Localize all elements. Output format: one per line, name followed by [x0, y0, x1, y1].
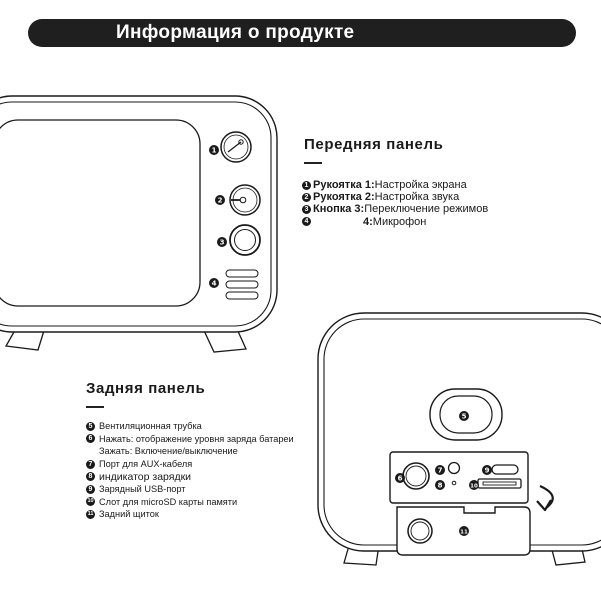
svg-text:9: 9: [484, 466, 490, 475]
item-label: 4:: [363, 215, 373, 228]
svg-text:10: 10: [470, 483, 478, 490]
number-badge: 11: [87, 510, 94, 517]
item-text: индикатор зарядки: [99, 470, 192, 483]
svg-text:8: 8: [437, 481, 443, 490]
number-badge: 4: [302, 217, 311, 226]
item-label: Рукоятка 2:: [313, 191, 375, 204]
svg-text:5: 5: [461, 412, 467, 421]
list-item: [86, 496, 294, 509]
list-item: [86, 483, 294, 496]
back-view-illustration: [318, 313, 601, 565]
front-panel-list: [302, 179, 488, 228]
item-text: Настройка экрана: [374, 179, 467, 191]
number-badge: 3: [302, 205, 311, 214]
item-label: Кнопка 3:: [313, 203, 365, 216]
item-text: Слот для microSD карты памяти: [99, 496, 238, 507]
list-item: [86, 458, 294, 471]
svg-text:3: 3: [219, 238, 225, 247]
item-text: Вентиляционная трубка: [99, 421, 202, 432]
number-badge: 5: [86, 422, 95, 431]
list-item: [86, 508, 294, 521]
back-panel-title: Задняя панель: [86, 380, 206, 397]
number-badge: 6: [86, 434, 95, 443]
item-text: Порт для AUX-кабеля: [99, 459, 193, 470]
item-label: Рукоятка 1:: [313, 179, 375, 191]
number-badge: 9: [86, 485, 95, 494]
number-badge: 2: [302, 193, 311, 202]
number-badge: 7: [86, 460, 95, 469]
list-item: [86, 470, 294, 483]
item-text: Задний щиток: [99, 509, 159, 520]
front-panel-title: Передняя панель: [304, 136, 444, 153]
svg-text:7: 7: [437, 466, 443, 475]
list-item: [302, 179, 488, 191]
back-panel-list: [86, 420, 294, 521]
svg-text:2: 2: [217, 196, 223, 205]
svg-text:11: 11: [460, 529, 468, 536]
list-item: [86, 433, 294, 446]
item-text: Зажать: Включение/выключение: [99, 446, 238, 457]
list-item: [86, 445, 294, 458]
svg-text:1: 1: [211, 146, 217, 155]
list-item: [302, 191, 488, 203]
back-panel-rule: [86, 406, 104, 408]
list-item: [302, 216, 488, 228]
svg-text:6: 6: [397, 474, 403, 483]
front-view-illustration: [0, 96, 277, 352]
item-text: Зарядный USB-порт: [99, 484, 186, 495]
front-panel-rule: [304, 162, 322, 164]
item-text: Переключение режимов: [364, 203, 489, 216]
number-badge: 10: [87, 498, 94, 505]
list-item: [302, 203, 488, 215]
item-text: Нажать: отображение уровня заряда батареи: [99, 433, 294, 444]
svg-text:4: 4: [211, 279, 217, 288]
page-title: Информация о продукте: [116, 22, 355, 43]
number-badge: 8: [86, 472, 95, 481]
item-text: Микрофон: [372, 215, 427, 228]
list-item: [86, 420, 294, 433]
item-text: Настройка звука: [374, 191, 460, 204]
number-badge: 1: [302, 181, 311, 190]
